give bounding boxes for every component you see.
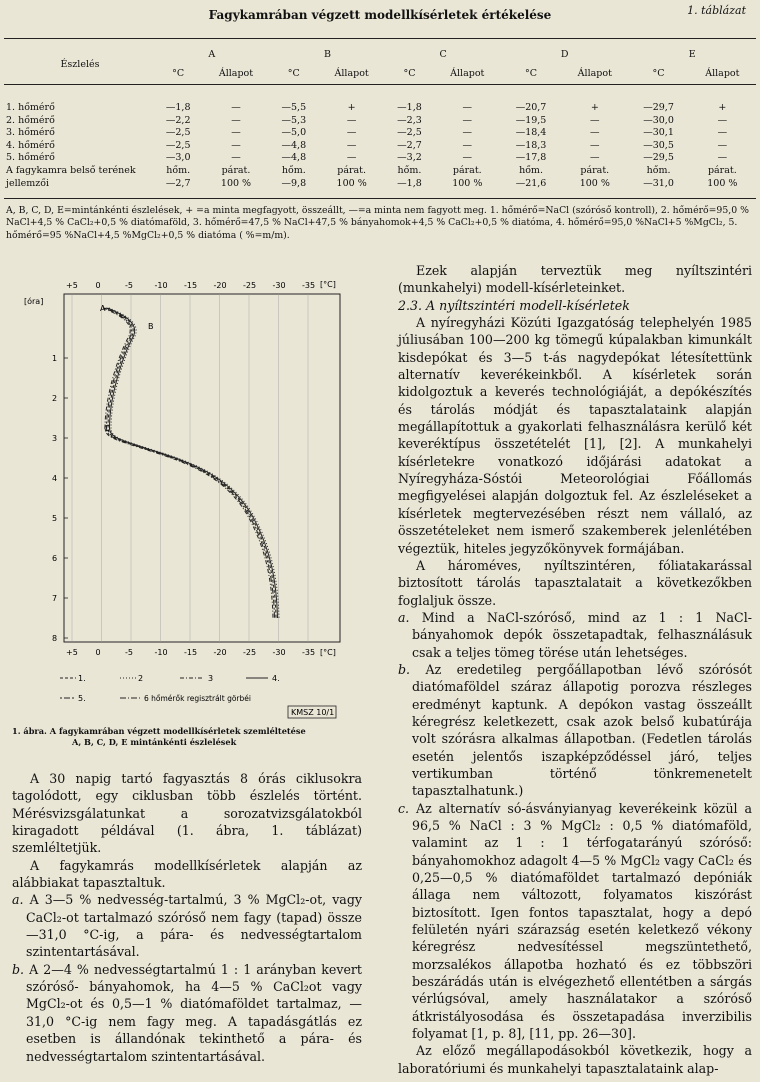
temperature-figure <box>20 278 370 724</box>
table-cell: —1,8 <box>397 102 422 113</box>
subheader: Állapot <box>705 67 740 79</box>
x-tick-label: -10 <box>154 648 168 657</box>
list-item: a. Mind a NaCl-szóróső, mind az 1 : 1 NaCl-bányahomok depók összetapadtak, felhasználásuk csak a teljes tömeg törése után lehetséges. <box>398 609 752 660</box>
table-cell: —18,3 <box>515 139 547 151</box>
point-label-a: A <box>100 304 106 313</box>
point-label-b: B <box>148 322 154 331</box>
table-cell: —2,7 <box>165 177 191 189</box>
y-tick-label: 2 <box>52 394 58 403</box>
x-tick-label: -30 <box>272 281 286 290</box>
table-note: A, B, C, D, E=mintánkénti észlelések, + =a minta megfagyott, összeállt, —=a minta nem fagyott meg. 1. hőmérő=NaCl (szóróső kontroll), 2. hőmérő=95,0 % NaCl+4,5 % CaCl₂+0,5 % diatómaföld, 3. hőmérő=47,5 % NaCl+47,5 % bányahomok+4,5 % CaCl₂+0,5 % diatóma, 4. hőmérő=95,0 %NaCl+5 %MgCl₂, 5. hőmérő=95 %NaCl+4,5 %MgCl₂+0,5 % diatóma ( %=m/m). <box>6 205 749 241</box>
results-table <box>4 46 756 190</box>
table-number: 1. táblázat <box>687 4 746 17</box>
table-cell: — <box>717 114 728 126</box>
right-column <box>398 262 752 1077</box>
y-axis <box>52 354 68 643</box>
table-cell: — <box>231 139 241 151</box>
table-cell: párat. <box>580 164 610 176</box>
table-cell: —4,8 <box>281 152 307 164</box>
y-tick-label: 8 <box>52 634 58 643</box>
table-cell: 100 % <box>707 177 738 189</box>
table-cell: — <box>717 152 728 164</box>
figure-stamp: KMSZ 10/1 <box>291 708 335 717</box>
table-cell: hőm. <box>397 164 422 176</box>
x-axis-top <box>66 281 315 290</box>
table-cell: — <box>346 139 357 151</box>
table-cell: — <box>231 127 241 139</box>
legend-item-5: 5. <box>78 694 86 703</box>
subheader: Állapot <box>450 67 485 79</box>
table-cell: —5,0 <box>281 127 307 139</box>
paragraph: A hároméves, nyíltszintéren, fóliatakarással biztosított tárolás tapasztalatait a következőkben foglaljuk össze. <box>398 557 752 608</box>
table-cell: hőm. <box>281 164 306 176</box>
x-tick-label: -35 <box>302 281 316 290</box>
table-cell: —2,5 <box>165 139 191 151</box>
x-tick-label: -15 <box>184 648 198 657</box>
table-cell: —5,5 <box>281 102 307 113</box>
table-cell: —4,8 <box>281 139 307 151</box>
subheader: °C <box>172 67 185 79</box>
table-cell: — <box>231 114 241 126</box>
series-curve <box>109 308 279 618</box>
table-cell: —30,0 <box>643 114 674 126</box>
group-header: B <box>323 48 331 60</box>
table-cell: —2,3 <box>397 114 422 126</box>
table-cell: — <box>346 152 357 164</box>
y-unit: [óra] <box>24 297 44 306</box>
table-cell: —2,7 <box>397 139 422 151</box>
table-cell: —29,5 <box>643 152 674 164</box>
x-tick-label: -5 <box>125 281 133 290</box>
table-cell: — <box>462 114 473 126</box>
table-cell: —30,1 <box>643 127 674 139</box>
legend-item-2: 2 <box>138 674 144 683</box>
table-row <box>4 140 756 153</box>
x-tick-label: -20 <box>213 281 227 290</box>
paragraph: Az előző megállapodásokból következik, hogy a laboratóriumi és munkahelyi tapasztalataink alap- <box>398 1043 752 1076</box>
table-cell: — <box>590 152 600 164</box>
x-tick-label: -15 <box>184 281 198 290</box>
table-cell: —19,5 <box>515 114 547 126</box>
table-row <box>4 152 756 165</box>
table-cell: —1,8 <box>165 102 191 113</box>
table-cell: — <box>590 114 600 126</box>
row-header: Észlelés <box>60 58 100 70</box>
table-cell: 100 % <box>336 177 367 189</box>
x-unit-top: [°C] <box>320 280 336 289</box>
x-tick-label: -35 <box>302 648 316 657</box>
legend-item-4: 4. <box>272 674 280 683</box>
table-title: Fagykamrában végzett modellkísérletek értékelése <box>208 8 552 22</box>
table-row-label: jellemzői <box>6 177 50 189</box>
series-curve <box>108 308 278 618</box>
table-cell: — <box>462 102 473 113</box>
figure-caption-line1: 1. ábra. A fagykamrában végzett modellkísérletek szemléltetése <box>12 726 306 736</box>
x-tick-label: -25 <box>243 281 257 290</box>
subheader: Állapot <box>577 67 612 79</box>
x-tick-label: 0 <box>95 648 101 657</box>
table-cell: —2,2 <box>165 114 191 126</box>
table-row-label: 5. hőmérő <box>6 152 55 164</box>
table-cell: — <box>590 139 600 151</box>
table-cell: + <box>718 102 727 113</box>
paragraph: Ezek alapján terveztük meg nyíltszintéri (munkahelyi) modell-kísérleteinket. <box>398 263 752 296</box>
table-cell: — <box>717 127 728 139</box>
table-cell: —21,6 <box>515 177 547 189</box>
table-cell: — <box>462 127 473 139</box>
x-tick-label: -25 <box>243 648 257 657</box>
table-row-label: 1. hőmérő <box>6 102 55 113</box>
table-row-label: 4. hőmérő <box>6 139 55 151</box>
legend-item-3: 3 <box>208 674 214 683</box>
table-row <box>4 115 756 128</box>
x-tick-label: -10 <box>154 281 168 290</box>
subheader: °C <box>525 67 538 79</box>
table-cell: párat. <box>337 164 367 176</box>
table-cell: —18,4 <box>515 127 547 139</box>
table-cell: — <box>462 152 473 164</box>
table-cell: hőm. <box>519 164 543 176</box>
table-row-label: 3. hőmérő <box>6 127 55 139</box>
y-tick-label: 5 <box>52 514 58 523</box>
table-row-label: 2. hőmérő <box>6 114 55 126</box>
subheader: Állapot <box>218 67 254 79</box>
section-heading: 2.3. A nyíltszintéri modell-kísérletek <box>398 297 630 313</box>
table-cell: párat. <box>707 164 737 176</box>
table-cell: — <box>346 114 357 126</box>
list-item: b. A 2—4 % nedvességtartalmú 1 : 1 arányban kevert szóróső- bányahomok, ha 4—5 % CaCl₂ot vagy MgCl₂-ot és 0,5—1 % diatómaföldet tartalmaz, —31,0 °C-ig nem fagy meg. A tapadásgátlás ez esetben is állandónak tekinthető a pára- és nedvességtartalom szintentartásával. <box>12 961 362 1064</box>
table-cell: —17,8 <box>515 152 547 164</box>
table-cell: —31,0 <box>643 177 674 189</box>
subheader: °C <box>287 67 300 79</box>
table-cell: párat. <box>221 164 251 176</box>
legend-item-1: 1. <box>78 674 86 683</box>
table-cell: — <box>717 139 728 151</box>
table-cell: —2,5 <box>397 127 422 139</box>
table-cell: — <box>462 139 473 151</box>
table-cell: —5,3 <box>281 114 307 126</box>
table-cell: —9,8 <box>281 177 307 189</box>
table-cell: hőm. <box>646 164 671 176</box>
x-tick-label: +5 <box>66 281 78 290</box>
paragraph: A fagykamrás modellkísérletek alapján az alábbiakat tapasztaltuk. <box>12 857 362 891</box>
y-tick-label: 7 <box>52 594 58 603</box>
table-cell: —20,7 <box>515 102 547 113</box>
paragraph: A nyíregyházi Közúti Igazgatóság telephelyén 1985 júliusában 100—200 kg tömegű kúpalakban kimunkált kisdepókat és 3—5 t-ás nagydepókat létesítettünk alternatív keverékeinkből. A kísérletek során kidolgoztuk a keverés technológiáját, a depókészítés és tárolás módját és tapasztalataink alapján megállapítottuk a gyakorlati felhasználásra kerülő két keveréktípus összetételét [1], [2]. A munkahelyi kísérletekre vonatkozó időjárási adatokat a Nyíregyháza-Sóstói Meteorológiai Főállomás megfigyelései alapján dolgoztuk fel. Az észleléseket a kísérletek megtervezésében részt nem vállaló, az összetételeket nem ismerő szakemberek jelenlétében végeztük, hiteles jegyzőkönyvek formájában. <box>398 315 752 556</box>
x-tick-label: -30 <box>272 648 286 657</box>
subheader: °C <box>403 67 416 79</box>
subheader: °C <box>652 67 665 79</box>
table-cell: —2,5 <box>165 127 191 139</box>
table-row-label: A fagykamra belső terének <box>6 164 136 176</box>
subheader: Állapot <box>334 67 369 79</box>
table-row <box>4 127 756 140</box>
x-tick-label: -20 <box>213 648 227 657</box>
table-cell: —29,7 <box>643 102 674 113</box>
paragraph: A 30 napig tartó fagyasztás 8 órás ciklusokra tagolódott, egy ciklusban több észlelés történt. Mérésvizsgálatunkat a sorozatvizsgálatokból kiragadott példával (1. ábra, 1. táblázat) szemléltetjük. <box>12 771 362 856</box>
left-column <box>12 770 362 1065</box>
table-rule-top <box>4 38 756 39</box>
y-tick-label: 4 <box>52 474 58 483</box>
group-header: E <box>688 48 696 60</box>
table-cell: — <box>231 102 241 113</box>
x-tick-label: +5 <box>66 648 78 657</box>
x-axis-bottom <box>66 648 315 657</box>
table-cell: párat. <box>452 164 482 176</box>
table-cell: —3,2 <box>397 152 422 164</box>
group-header: C <box>439 48 447 60</box>
list-item: c. Az alternatív só-ásványianyag keverékeink közül a 96,5 % NaCl : 3 % MgCl₂ : 0,5 % diatómaföld, valamint az 1 : 1 térfogatarányú szóróső: bányahomokhoz adagolt 4—5 % MgCl₂ vagy CaCl₂ és 0,25—0,5 % diatómaföldet tartalmazó depóniák állaga nem változott, folyamatos kiszórást biztosított. Igen fontos tapasztalat, hogy a depó felületén nyári szárazság esetén keletkező vékony kéregrész nedvesítéssel megszüntethető, morzsalékos állapotba hozható és ez többszöri beszárádás után is elvégezhető ellentétben a sárgás vérlúgsóval, amely használatakor a szóróső átkristályosodása és összetapadása inverzibilis folyamat [1, p. 8], [11, pp. 26—30]. <box>398 800 752 1042</box>
legend-item-6: 6 hőmérők regisztrált görbéi <box>144 694 251 703</box>
table-cell: — <box>231 152 241 164</box>
group-header: A <box>208 48 216 60</box>
table-cell: hőm. <box>166 164 191 176</box>
point-label-c: C <box>104 424 110 433</box>
table-rule-bottom <box>4 198 756 199</box>
table-cell: —1,8 <box>397 177 422 189</box>
list-item: a. A 3—5 % nedvesség-tartalmú, 3 % MgCl₂-ot, vagy CaCl₂-ot tartalmazó szóróső nem fagy (tapad) össze —31,0 °C-ig, a pára- és nedvességtartalom szintentartásával. <box>12 892 362 960</box>
x-unit-bottom: [°C] <box>320 648 336 657</box>
table-cell: 100 % <box>579 177 610 189</box>
x-tick-label: 0 <box>95 281 101 290</box>
table-row <box>4 102 756 115</box>
table-cell: 100 % <box>452 177 483 189</box>
y-tick-label: 1 <box>52 354 58 363</box>
table-cell: + <box>590 102 599 113</box>
table-cell: — <box>590 127 600 139</box>
table-cell: —3,0 <box>165 152 191 164</box>
group-header: D <box>560 48 569 60</box>
figure-caption-line2: A, B, C, D, E mintánkénti észlelések <box>72 737 237 747</box>
table-cell: 100 % <box>220 177 252 189</box>
y-tick-label: 3 <box>52 434 58 443</box>
figure-legend <box>60 674 280 703</box>
table-cell: + <box>347 102 356 113</box>
x-tick-label: -5 <box>125 648 133 657</box>
table-cell: — <box>346 127 357 139</box>
table-cell: —30,5 <box>643 139 674 151</box>
y-tick-label: 6 <box>52 554 58 563</box>
list-item: b. Az eredetileg pergőállapotban lévő szórósót diatómaföldel száraz állapotig porozva részleges eredményt kaptunk. A depókon vastag összeállt kéregrész keletkezett, csak azok belső kubatúrája volt szórásra alkalmas állapotban. (Fedetlen tárolás esetén jelentős iszapképződéssel járó, teljes vertikumban történő tönkremenetelt tapasztalhatunk.) <box>398 661 752 799</box>
figure-caption <box>12 726 372 748</box>
plot-curves <box>103 308 279 618</box>
